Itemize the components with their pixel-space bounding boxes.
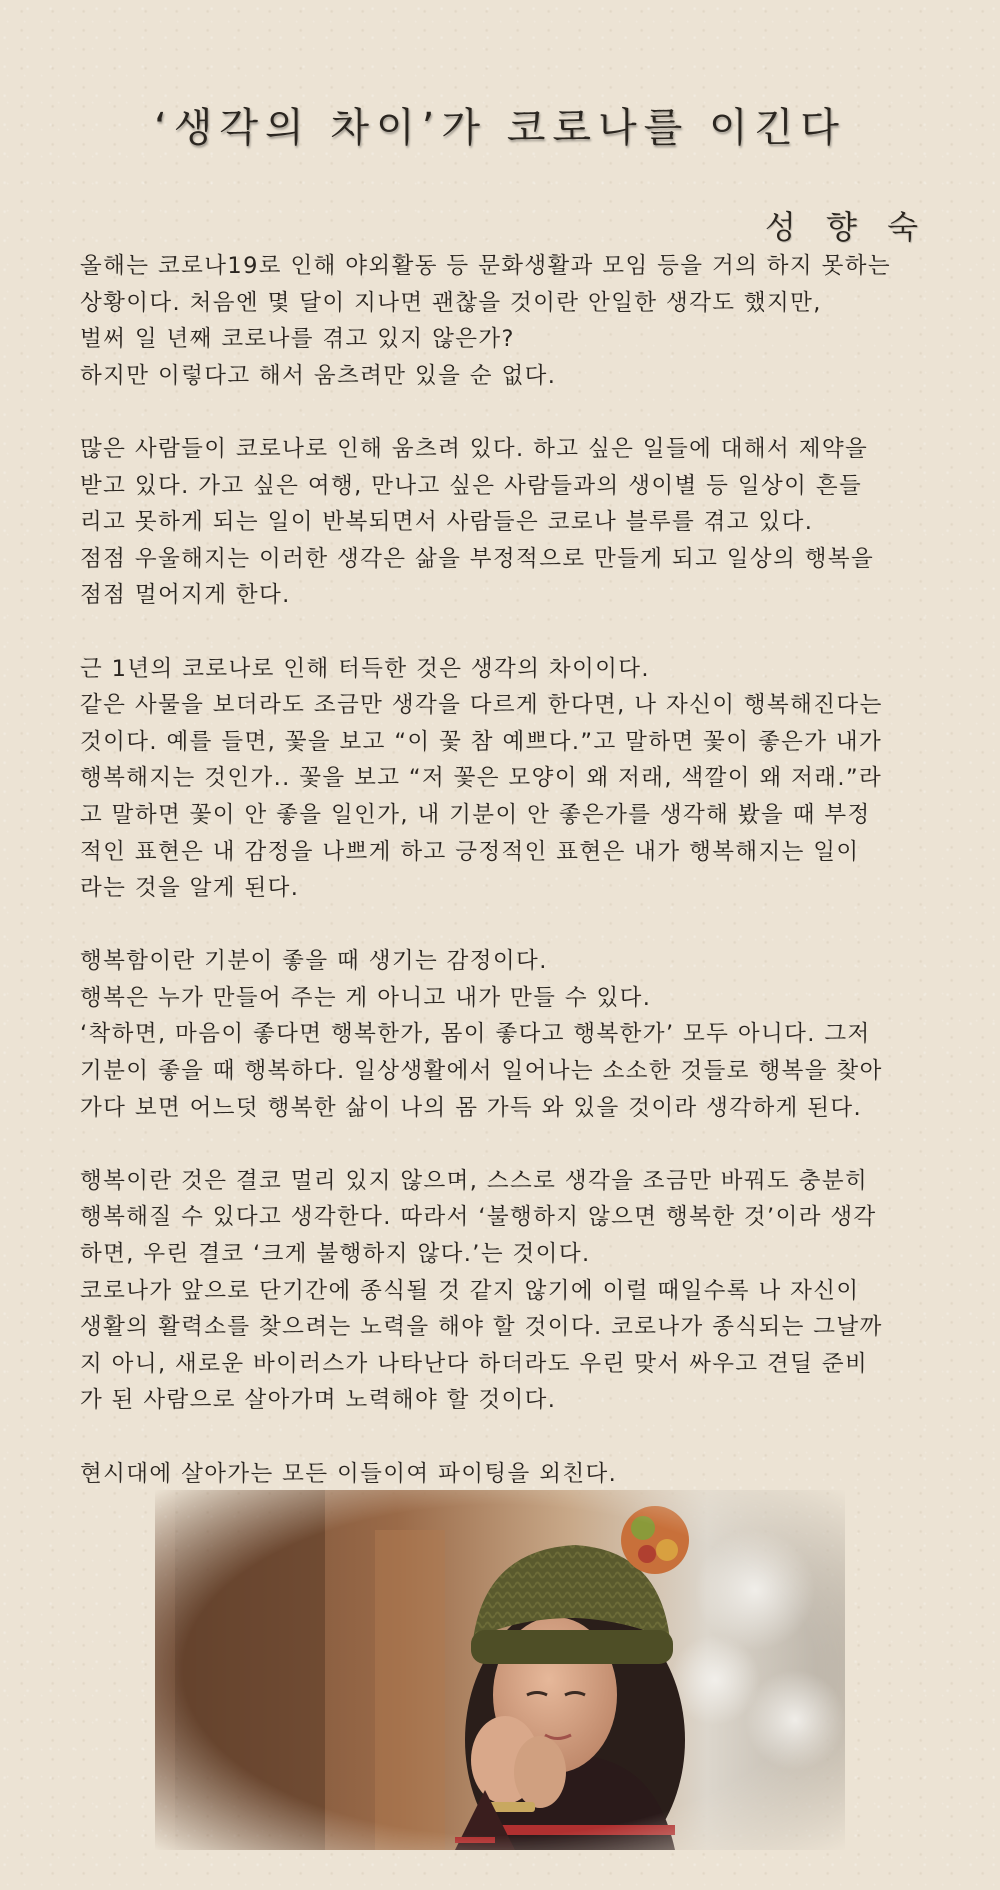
text-line: 근 1년의 코로나로 인해 터득한 것은 생각의 차이이다. (80, 655, 650, 682)
photo-illustration (155, 1490, 845, 1850)
text-line: 라는 것을 알게 된다. (80, 875, 300, 902)
text-line: 가 된 사람으로 살아가며 노력해야 할 것이다. (80, 1387, 557, 1414)
text-line: 행복은 누가 만들어 주는 게 아니고 내가 만들 수 있다. (80, 984, 652, 1011)
text-line: 많은 사람들이 코로나로 인해 움츠려 있다. 하고 싶은 일들에 대해서 제약을 (80, 435, 869, 462)
text-line: 행복해지는 것인가.. 꽃을 보고 “저 꽃은 모양이 왜 저래, 색깔이 왜 저래.”라 (80, 765, 883, 792)
essay-body (80, 248, 942, 1529)
text-line: 하면, 우린 결코 ‘크게 불행하지 않다.’는 것이다. (80, 1241, 591, 1268)
page-title: ‘생각의 차이’가 코로나를 이긴다 (154, 105, 846, 151)
text-line: 하지만 이렇다고 해서 움츠려만 있을 순 없다. (80, 362, 557, 389)
text-line: 받고 있다. 가고 싶은 여행, 만나고 싶은 사람들과의 생이별 등 일상이 흔들 (80, 472, 863, 499)
text-line: 기분이 좋을 때 행복하다. 일상생활에서 일어나는 소소한 것들로 행복을 찾아 (80, 1058, 883, 1085)
text-line: 리고 못하게 되는 일이 반복되면서 사람들은 코로나 블루를 겪고 있다. (80, 509, 814, 536)
paragraph-1 (80, 248, 942, 394)
text-line: 상황이다. 처음엔 몇 달이 지나면 괜찮을 것이란 안일한 생각도 했지만, (80, 289, 822, 316)
text-line: 가다 보면 어느덧 행복한 삶이 나의 몸 가득 와 있을 것이라 생각하게 된다. (80, 1094, 863, 1121)
paragraph-6 (80, 1456, 942, 1493)
text-line: 행복해질 수 있다고 생각한다. 따라서 ‘불행하지 않으면 행복한 것’이라 생각 (80, 1204, 877, 1231)
text-line: 점점 우울해지는 이러한 생각은 삶을 부정적으로 만들게 되고 일상의 행복을 (80, 545, 875, 572)
paragraph-3 (80, 651, 942, 907)
text-line: 것이다. 예를 들면, 꽃을 보고 “이 꽃 참 예쁘다.”고 말하면 꽃이 좋은가 내가 (80, 728, 883, 755)
text-line: 현시대에 살아가는 모든 이들이여 파이팅을 외친다. (80, 1460, 618, 1487)
author-name: 성 향 숙 (764, 208, 928, 246)
text-line: 지 아니, 새로운 바이러스가 나타난다 하더라도 우린 맞서 싸우고 견딜 준비 (80, 1350, 869, 1377)
text-line: 점점 멀어지게 한다. (80, 582, 291, 609)
text-line: 적인 표현은 내 감정을 나쁘게 하고 긍정적인 표현은 내가 행복해지는 일이 (80, 838, 860, 865)
paragraph-5 (80, 1163, 942, 1419)
text-line: ‘착하면, 마음이 좋다면 행복한가, 몸이 좋다고 행복한가’ 모두 아니다. 그저 (80, 1021, 871, 1048)
text-line: 코로나가 앞으로 단기간에 종식될 것 같지 않기에 이럴 때일수록 나 자신이 (80, 1277, 860, 1304)
text-line: 고 말하면 꽃이 안 좋을 일인가, 내 기분이 안 좋은가를 생각해 봤을 때 부정 (80, 801, 871, 828)
text-line: 올해는 코로나19로 인해 야외활동 등 문화생활과 모임 등을 거의 하지 못하는 (80, 253, 892, 279)
paragraph-4 (80, 943, 942, 1126)
text-line: 생활의 활력소를 찾으려는 노력을 해야 할 것이다. 코로나가 종식되는 그날까 (80, 1314, 883, 1341)
text-line: 같은 사물을 보더라도 조금만 생각을 다르게 한다면, 나 자신이 행복해진다는 (80, 692, 883, 719)
text-line: 벌써 일 년째 코로나를 겪고 있지 않은가? (80, 326, 515, 353)
author-photo (155, 1490, 845, 1850)
text-line: 행복이란 것은 결코 멀리 있지 않으며, 스스로 생각을 조금만 바꿔도 충분히 (80, 1167, 869, 1194)
text-line: 행복함이란 기분이 좋을 때 생기는 감정이다. (80, 948, 548, 975)
paragraph-2 (80, 431, 942, 614)
